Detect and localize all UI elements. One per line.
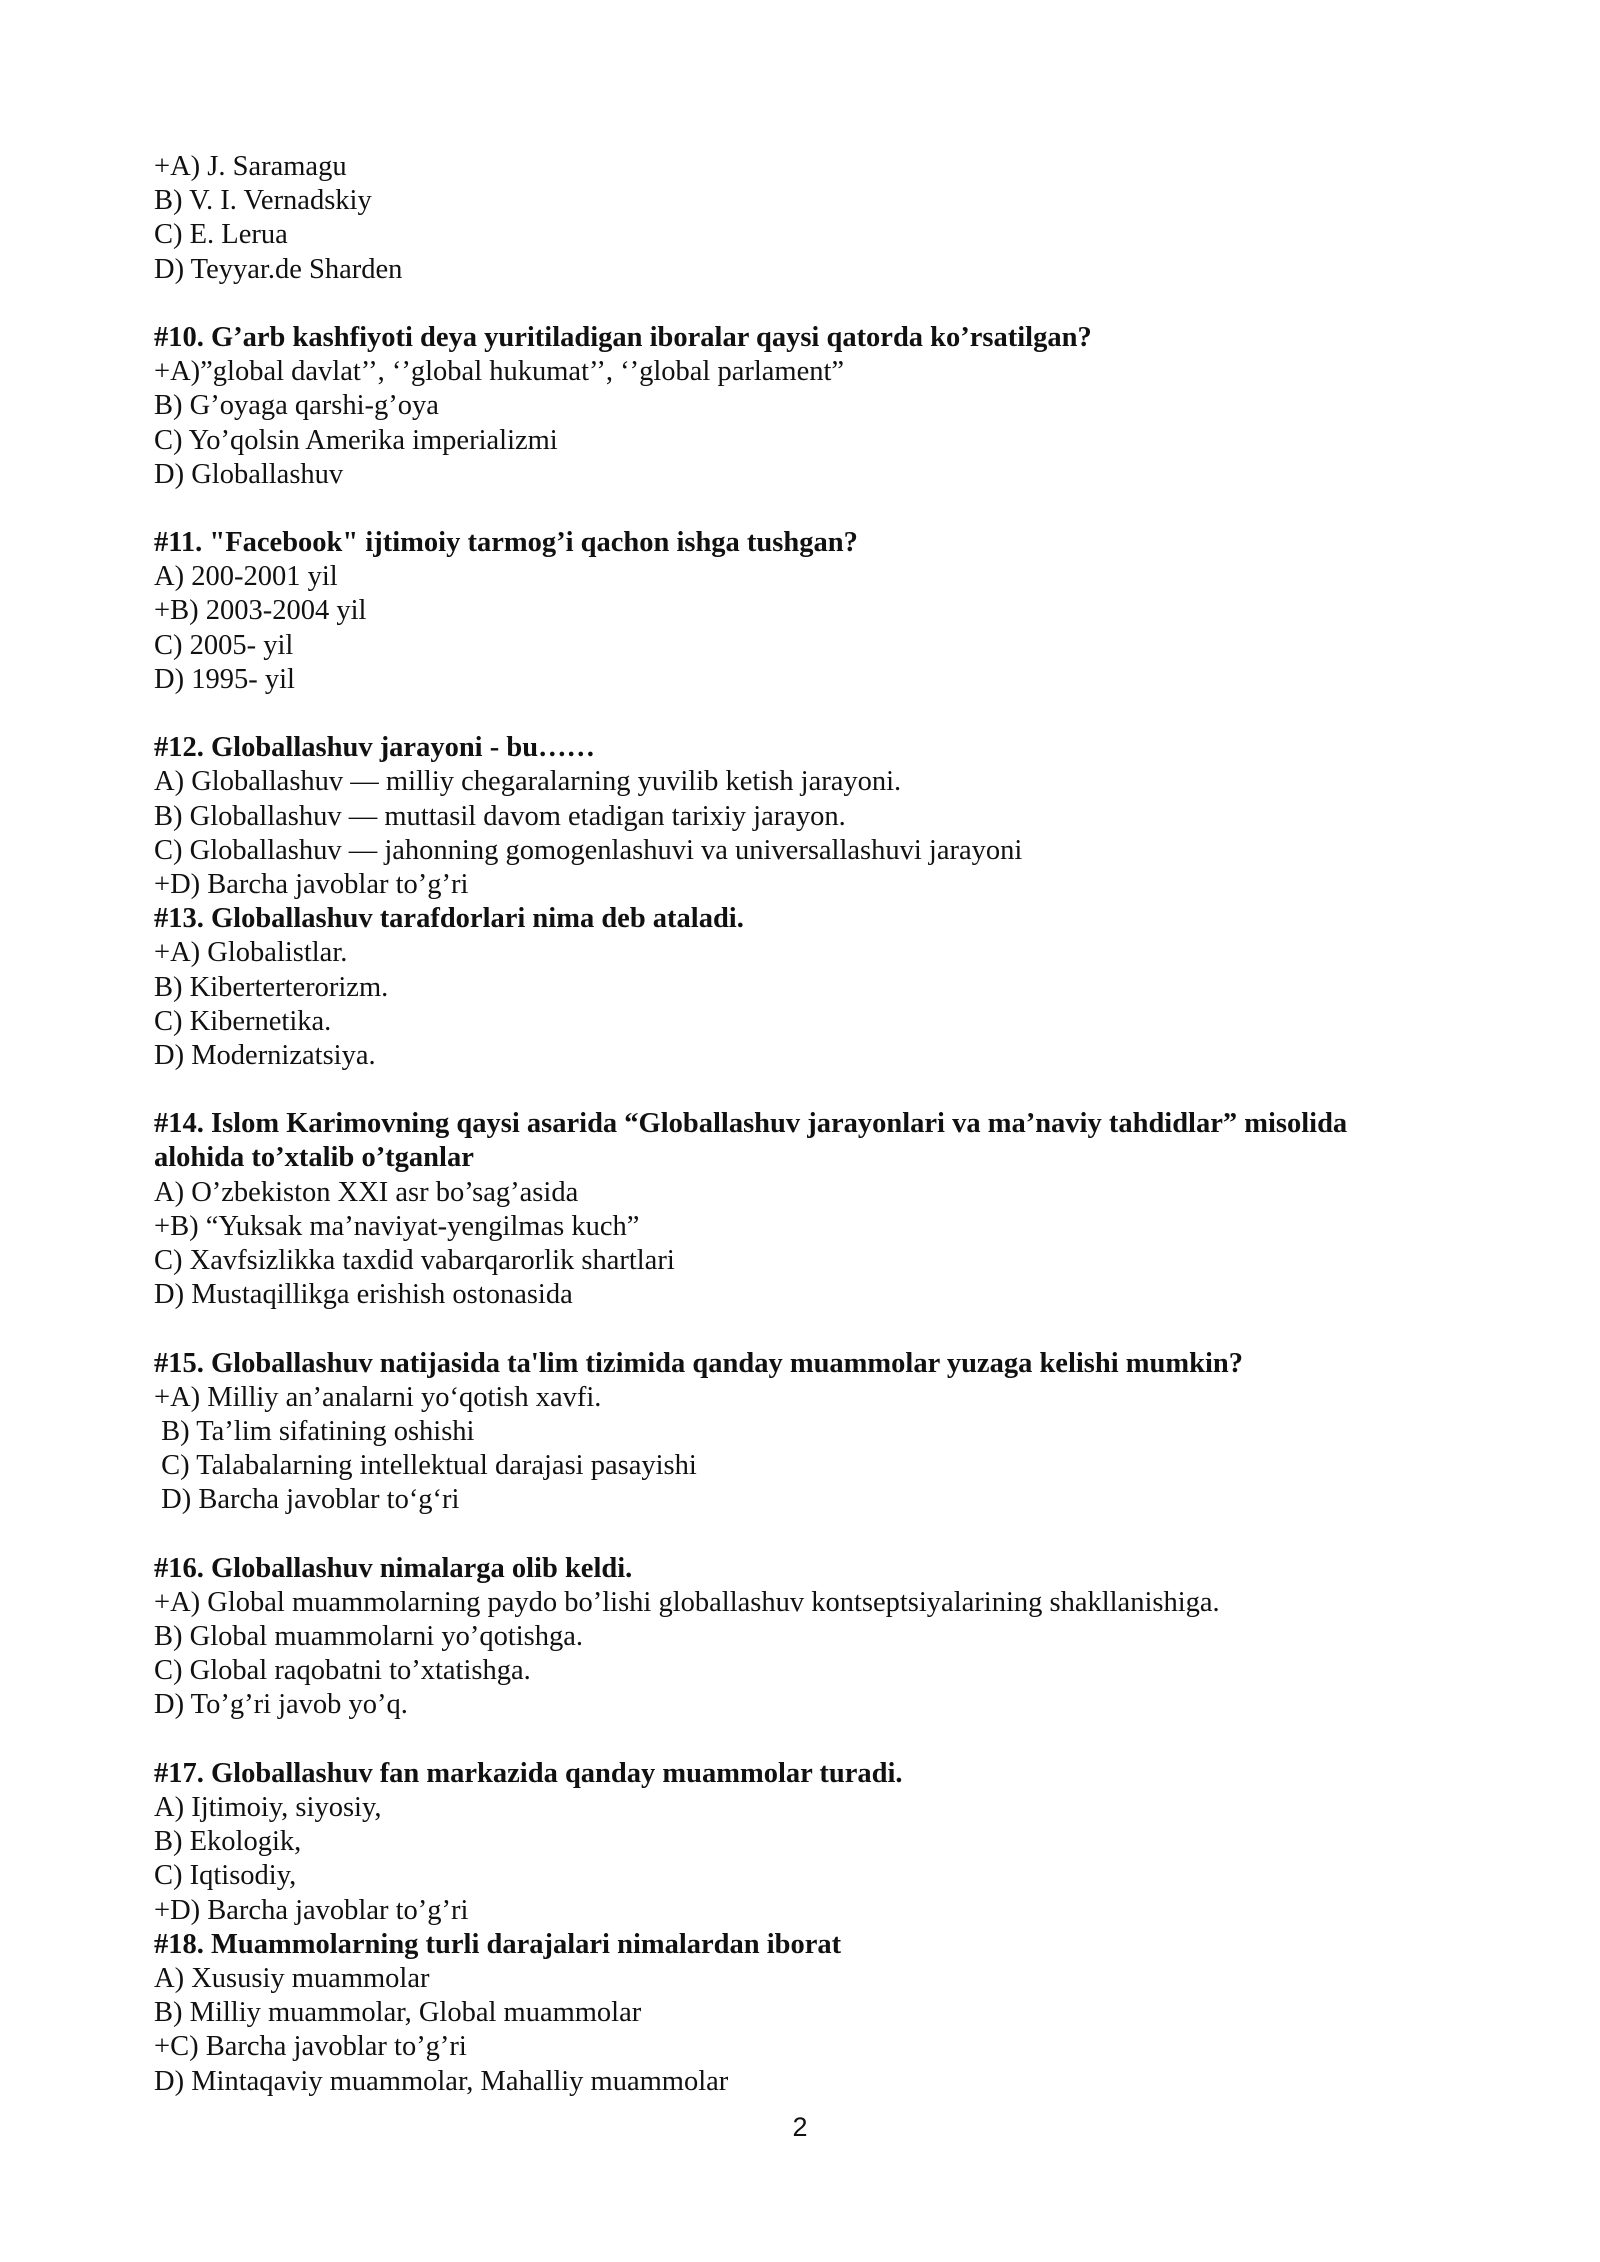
option-b: B) Ekologik,: [154, 1826, 302, 1858]
option-a: A) 200-2001 yil: [154, 561, 338, 593]
option-a: A) Ijtimoiy, siyosiy,: [154, 1792, 382, 1823]
spacer: [154, 1312, 1480, 1346]
option-a: +A) Milliy an’analarni yo‘qotish xavfi.: [154, 1381, 602, 1413]
option-d: D) To’g’ri javob yo’q.: [154, 1689, 408, 1721]
question-text-line-2: alohida to’xtalib o’tganlar: [154, 1142, 474, 1174]
option-b: B) Global muammolarni yo’qotishga.: [154, 1621, 584, 1653]
question-18: [154, 1928, 1480, 2099]
question-text-line-1: #14. Islom Karimovning qaysi asarida “Globallashuv jarayonlari va ma’naviy tahdidlar” misolida: [154, 1108, 1348, 1140]
option-b: B) Kiberterterorizm.: [154, 971, 389, 1003]
question-15: [154, 1347, 1480, 1518]
spacer: [154, 287, 1480, 321]
option-c: C) Yo’qolsin Amerika imperializmi: [154, 424, 558, 456]
option-c: C) Talabalarning intellektual darajasi pasayishi: [154, 1450, 697, 1482]
option-d: +D) Barcha javoblar to’g’ri: [154, 868, 469, 900]
option-c: C) Xavfsizlikka taxdid vabarqarorlik shartlari: [154, 1245, 675, 1276]
option-c: C) E. Lerua: [154, 219, 288, 251]
question-9-continued: [154, 150, 1480, 287]
spacer: [154, 1518, 1480, 1552]
option-c: C) Kibernetika.: [154, 1005, 332, 1037]
option-a: +A)”global davlat’’, ‘’global hukumat’’, ‘’global parlament”: [154, 356, 845, 388]
option-b: +B) 2003-2004 yil: [154, 595, 367, 627]
question-17: [154, 1757, 1480, 1928]
option-a: +A) J. Saramagu: [154, 151, 347, 182]
option-b: B) V. I. Vernadskiy: [154, 185, 372, 217]
option-c: +C) Barcha javoblar to’g’ri: [154, 2031, 467, 2063]
option-d: D) Globallashuv: [154, 458, 344, 490]
option-d: D) 1995- yil: [154, 663, 295, 695]
option-a: A) Xususiy muammolar: [154, 1962, 430, 1994]
option-a: A) O’zbekiston XXI asr bo’sag’asida: [154, 1176, 579, 1208]
option-c: C) Global raqobatni to’xtatishga.: [154, 1655, 531, 1687]
question-text: #18. Muammolarning turli darajalari nimalardan iborat: [154, 1928, 842, 1960]
question-10: [154, 321, 1480, 492]
spacer: [154, 697, 1480, 731]
question-text: #10. G’arb kashfiyoti deya yuritiladigan iboralar qaysi qatorda ko’rsatilgan?: [154, 321, 1092, 353]
option-b: B) Ta’lim sifatining oshishi: [154, 1415, 475, 1447]
option-d: D) Modernizatsiya.: [154, 1039, 376, 1071]
option-d: D) Teyyar.de Sharden: [154, 253, 403, 285]
question-text: #17. Globallashuv fan markazida qanday muammolar turadi.: [154, 1757, 903, 1789]
option-c: C) 2005- yil: [154, 629, 294, 661]
option-d: D) Barcha javoblar to‘g‘ri: [154, 1484, 460, 1516]
question-text: #16. Globallashuv nimalarga olib keldi.: [154, 1552, 633, 1584]
option-b: B) Globallashuv — muttasil davom etadigan tarixiy jarayon.: [154, 800, 846, 832]
question-13: [154, 902, 1480, 1073]
question-16: [154, 1552, 1480, 1723]
page-number: 2: [792, 2112, 808, 2142]
spacer: [154, 1073, 1480, 1107]
option-b: B) G’oyaga qarshi-g’oya: [154, 390, 439, 422]
option-b: B) Milliy muammolar, Global muammolar: [154, 1997, 642, 2029]
question-text: #11. "Facebook" ijtimoiy tarmog’i qachon ishga tushgan?: [154, 527, 858, 559]
option-d: D) Mintaqaviy muammolar, Mahalliy muammolar: [154, 2065, 729, 2097]
question-11: [154, 526, 1480, 697]
option-c: C) Iqtisodiy,: [154, 1860, 297, 1892]
option-d: D) Mustaqillikga erishish ostonasida: [154, 1279, 573, 1311]
option-d: +D) Barcha javoblar to’g’ri: [154, 1894, 469, 1926]
option-a: +A) Global muammolarning paydo bo’lishi globallashuv kontseptsiyalarining shakllanishiga.: [154, 1586, 1220, 1618]
question-12: [154, 731, 1480, 902]
spacer: [154, 1723, 1480, 1757]
option-c: C) Globallashuv — jahonning gomogenlashuvi va universallashuvi jarayoni: [154, 834, 1023, 866]
option-a: +A) Globalistlar.: [154, 937, 348, 969]
question-text: #12. Globallashuv jarayoni - bu……: [154, 732, 596, 764]
question-14: [154, 1107, 1480, 1312]
question-text: #15. Globallashuv natijasida ta'lim tizimida qanday muammolar yuzaga kelishi mumkin?: [154, 1347, 1243, 1379]
spacer: [154, 492, 1480, 526]
option-b: +B) “Yuksak ma’naviyat-yengilmas kuch”: [154, 1210, 640, 1242]
question-text: #13. Globallashuv tarafdorlari nima deb ataladi.: [154, 903, 744, 935]
option-a: A) Globallashuv — milliy chegaralarning yuvilib ketish jarayoni.: [154, 766, 902, 798]
